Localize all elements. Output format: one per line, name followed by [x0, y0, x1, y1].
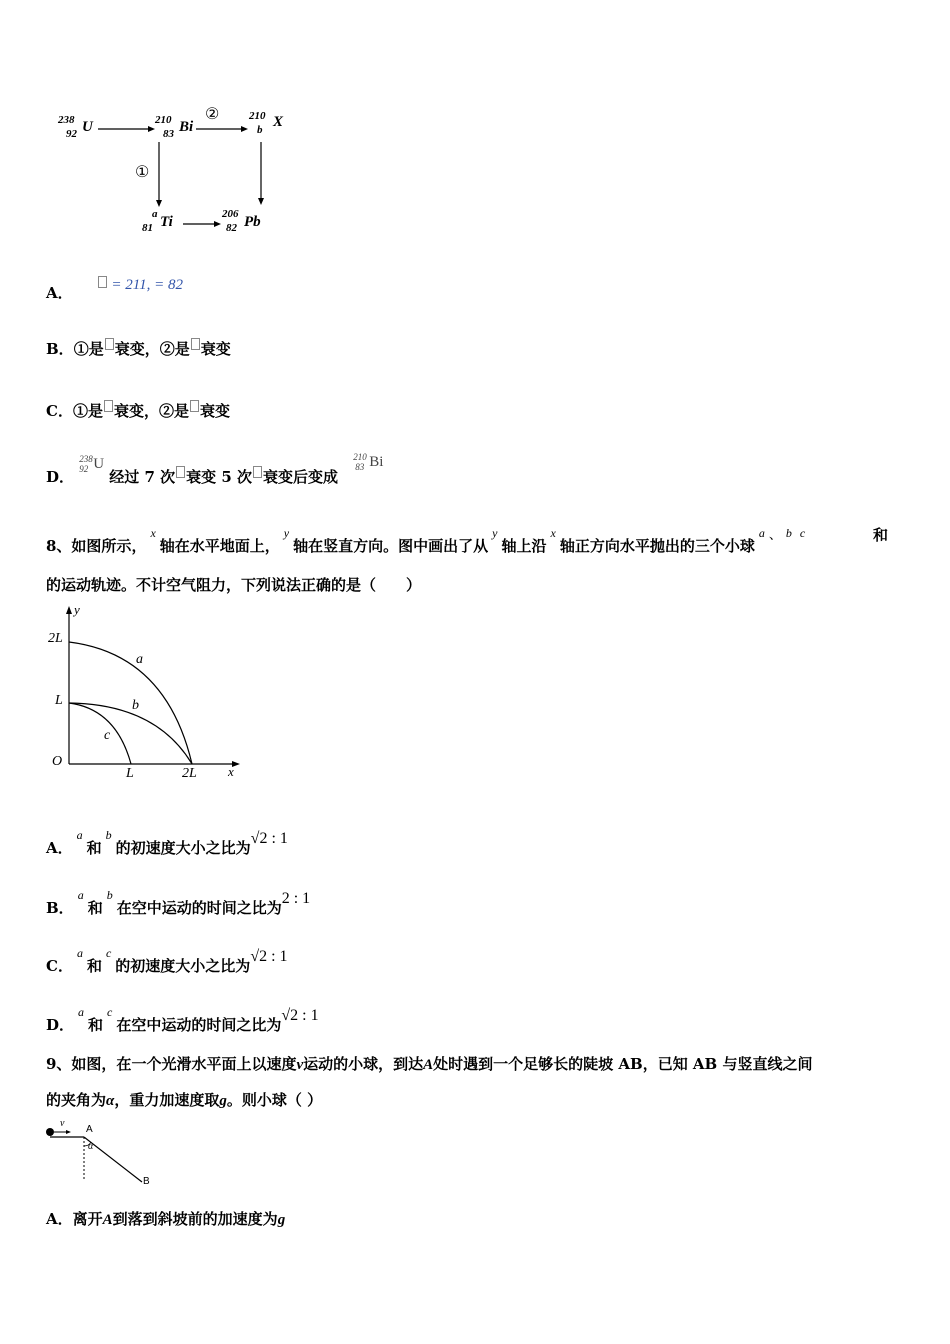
- fig-alpha-label: α: [88, 1141, 94, 1152]
- trajectory-a: [69, 642, 192, 764]
- q8-graph: [46, 604, 246, 784]
- y-axis-label: y: [74, 602, 80, 617]
- curve-b-label: b: [132, 698, 139, 713]
- y-axis-arrow: [66, 606, 72, 614]
- q7-option-c[interactable]: C．①是 衰变，②是 衰变: [46, 402, 230, 420]
- ball: [46, 1128, 54, 1136]
- x-tick-L: L: [126, 766, 134, 781]
- q8-stem-line2: 的运动轨迹。不计空气阻力，下列说法正确的是（ ）: [46, 576, 422, 594]
- q7-option-d[interactable]: D． 238 92 U 经过 7 次 衰变 5 次 衰变后变成 210 83 Bi: [46, 452, 384, 486]
- y-tick-L: L: [55, 693, 63, 708]
- curve-c-label: c: [104, 728, 111, 743]
- q8-stem-line1: 8、如图所示，$^x$轴在水平地面上，$^y$轴在竖直方向。图中画出了从$^y$轴上沿$^x$轴正方向水平抛出的三个小球$^a$ 、 $^b$ $^c$: [46, 526, 806, 555]
- x-axis-label: x: [228, 764, 234, 779]
- fig-A-label: A: [86, 1124, 93, 1135]
- q8-option-d[interactable]: D．$^a$和$^c$在空中运动的时间之比为√2 : 1: [46, 1005, 319, 1034]
- y-tick-2L: 2L: [48, 631, 63, 646]
- q8-option-c[interactable]: C．$^a$和$^c$的初速度大小之比为√2 : 1: [46, 946, 288, 975]
- q9-stem-line2: 的夹角为α，重力加速度取g。则小球（ ）: [46, 1091, 323, 1109]
- q8-stem-and: 和: [873, 526, 889, 544]
- q9-stem-line1: 9、如图，在一个光滑水平面上以速度v运动的小球，到达A处时遇到一个足够长的陡坡 AB，已知 AB 与竖直线之间: [46, 1055, 813, 1073]
- q8-option-b[interactable]: B．$^a$和$^b$在空中运动的时间之比为2 : 1: [46, 888, 311, 917]
- q7-option-a[interactable]: A． = 211, = 82: [46, 277, 184, 302]
- fig-v-label: v: [60, 1118, 65, 1129]
- x-tick-2L: 2L: [182, 766, 197, 781]
- origin-label: O: [52, 754, 63, 769]
- q8-option-a[interactable]: A．$^a$和$^b$的初速度大小之比为√2 : 1: [46, 828, 288, 857]
- trajectory-c: [69, 703, 131, 764]
- trajectory-plot: [46, 604, 246, 784]
- fig-B-label: B: [143, 1176, 150, 1187]
- path-2-label: ②: [205, 104, 220, 123]
- decay-diagram: 238 92 U 210 83 Bi 210 b X a 81 Ti 206 82 Pb ② ①: [56, 100, 296, 250]
- q9-figure: [44, 1120, 164, 1192]
- path-1-label: ①: [135, 162, 150, 181]
- q9-option-a[interactable]: A．离开A到落到斜坡前的加速度为g: [46, 1210, 286, 1228]
- curve-a-label: a: [136, 652, 143, 667]
- q7-option-b[interactable]: B．①是 衰变，②是 衰变: [46, 340, 231, 358]
